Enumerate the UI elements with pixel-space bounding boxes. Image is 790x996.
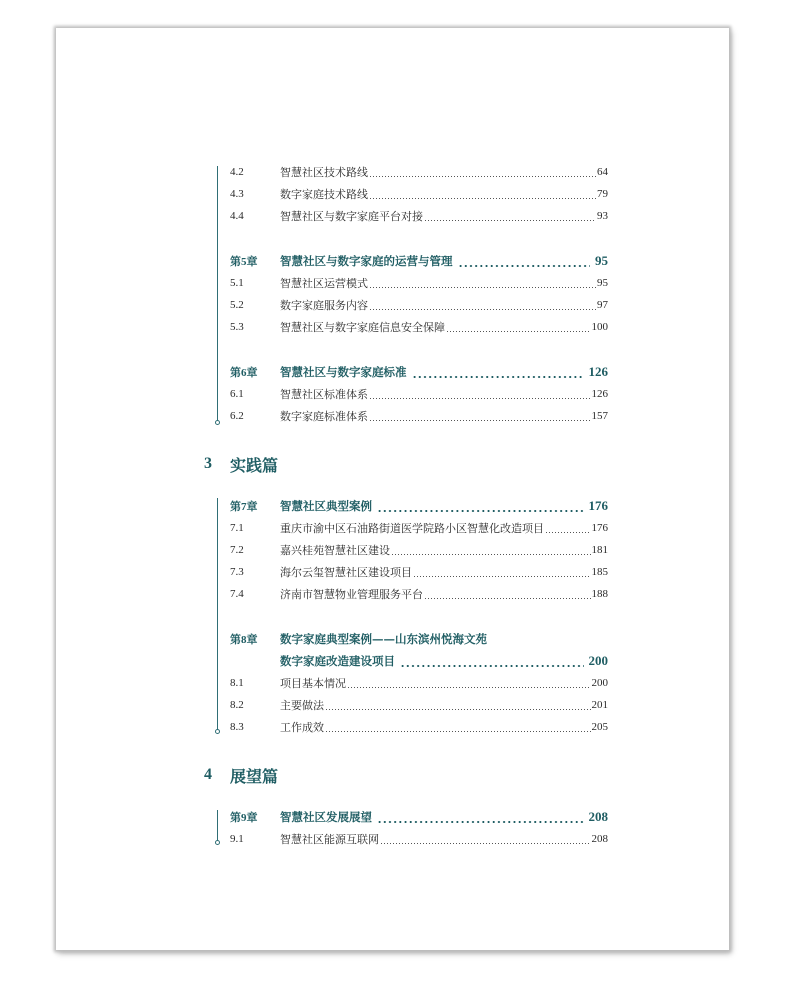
toc-vertical-rule (217, 498, 218, 730)
toc-entry-9-1[interactable] (230, 828, 608, 850)
entry-page: 181 (591, 544, 608, 556)
chapter-page: 208 (588, 809, 608, 824)
entry-page: 79 (597, 188, 608, 200)
entry-title: 智慧社区能源互联网 (280, 833, 379, 846)
entry-page: 205 (591, 721, 608, 733)
entry-title: 智慧社区运营模式 (280, 277, 368, 290)
entry-number: 4.3 (230, 188, 244, 200)
leader-dots (377, 821, 584, 823)
leader-dots (369, 398, 591, 399)
part-heading-3[interactable] (204, 452, 278, 476)
entry-number: 6.2 (230, 410, 244, 422)
toc-entry-7-1[interactable] (230, 517, 608, 539)
toc-entry-4-4[interactable] (230, 205, 608, 227)
entry-title: 数字家庭技术路线 (280, 188, 368, 201)
toc-chapter-9[interactable] (230, 806, 608, 828)
chapter-title-line2: 数字家庭改造建设项目 (280, 654, 395, 668)
entry-title: 工作成效 (280, 721, 324, 734)
leader-dots (325, 709, 591, 710)
entry-title: 海尔云玺智慧社区建设项目 (280, 566, 412, 579)
toc-entry-7-4[interactable] (230, 583, 608, 605)
entry-number: 5.2 (230, 299, 244, 311)
toc-chapter-8-line1[interactable] (230, 628, 608, 650)
leader-dots (458, 265, 591, 267)
entry-page: 185 (591, 566, 608, 578)
toc-chapter-6[interactable] (230, 361, 608, 383)
toc-entry-5-3[interactable] (230, 316, 608, 338)
entry-title: 智慧社区标准体系 (280, 388, 368, 401)
leader-dots (424, 220, 596, 221)
toc-chapter-5[interactable] (230, 250, 608, 272)
toc-entry-5-2[interactable] (230, 294, 608, 316)
chapter-title: 智慧社区发展展望 (280, 810, 372, 824)
chapter-number: 第8章 (230, 634, 258, 646)
entry-page: 201 (591, 699, 608, 711)
entry-title: 嘉兴桂苑智慧社区建设 (280, 544, 390, 557)
entry-number: 6.1 (230, 388, 244, 400)
entry-number: 7.2 (230, 544, 244, 556)
entry-number: 7.4 (230, 588, 244, 600)
leader-dots (391, 554, 591, 555)
entry-page: 100 (591, 321, 608, 333)
entry-title: 项目基本情况 (280, 677, 346, 690)
toc-entry-8-1[interactable] (230, 672, 608, 694)
entry-page: 208 (591, 833, 608, 845)
toc-entry-7-2[interactable] (230, 539, 608, 561)
toc-entry-6-1[interactable] (230, 383, 608, 405)
entry-number: 5.1 (230, 277, 244, 289)
leader-dots (424, 598, 591, 599)
rule-end-dot (215, 840, 220, 845)
chapter-number: 第6章 (230, 367, 258, 379)
chapter-page: 176 (588, 498, 608, 513)
toc-chapter-8-line2[interactable] (230, 650, 608, 672)
chapter-page: 126 (588, 364, 608, 379)
part-heading-4[interactable] (204, 763, 278, 787)
chapter-page: 200 (588, 653, 608, 668)
leader-dots (446, 331, 591, 332)
entry-title: 数字家庭服务内容 (280, 299, 368, 312)
entry-page: 64 (597, 166, 608, 178)
leader-dots (369, 176, 596, 177)
entry-title: 数字家庭标准体系 (280, 410, 368, 423)
entry-page: 157 (591, 410, 608, 422)
entry-page: 97 (597, 299, 608, 311)
entry-page: 176 (591, 522, 608, 534)
leader-dots (380, 843, 591, 844)
chapter-number: 第7章 (230, 501, 258, 513)
toc-entry-8-3[interactable] (230, 716, 608, 738)
toc-entry-8-2[interactable] (230, 694, 608, 716)
entry-title: 智慧社区与数字家庭信息安全保障 (280, 321, 445, 334)
toc-entry-7-3[interactable] (230, 561, 608, 583)
leader-dots (369, 309, 596, 310)
entry-number: 9.1 (230, 833, 244, 845)
chapter-number: 第9章 (230, 812, 258, 824)
entry-number: 4.2 (230, 166, 244, 178)
leader-dots (545, 532, 591, 533)
entry-number: 7.1 (230, 522, 244, 534)
leader-dots (413, 576, 591, 577)
toc-entry-4-2[interactable] (230, 161, 608, 183)
entry-number: 5.3 (230, 321, 244, 333)
toc-entry-4-3[interactable] (230, 183, 608, 205)
entry-number: 4.4 (230, 210, 244, 222)
leader-dots (369, 287, 596, 288)
chapter-title: 智慧社区典型案例 (280, 499, 372, 513)
entry-page: 200 (591, 677, 608, 689)
part-title: 展望篇 (230, 766, 279, 786)
entry-title: 智慧社区与数字家庭平台对接 (280, 210, 423, 223)
entry-page: 93 (597, 210, 608, 222)
chapter-page: 95 (595, 253, 608, 268)
entry-title: 重庆市渝中区石油路街道医学院路小区智慧化改造项目 (280, 522, 544, 535)
leader-dots (377, 510, 584, 512)
entry-number: 8.1 (230, 677, 244, 689)
chapter-title-line1: 数字家庭典型案例——山东滨州悦海文苑 (280, 632, 487, 646)
leader-dots (412, 376, 584, 378)
chapter-number: 第5章 (230, 256, 258, 268)
toc-chapter-7[interactable] (230, 495, 608, 517)
toc-entry-6-2[interactable] (230, 405, 608, 427)
entry-page: 188 (591, 588, 608, 600)
leader-dots (325, 731, 591, 732)
leader-dots (400, 665, 584, 667)
rule-end-dot (215, 729, 220, 734)
rule-end-dot (215, 420, 220, 425)
part-number: 4 (204, 766, 212, 783)
entry-number: 8.2 (230, 699, 244, 711)
entry-title: 济南市智慧物业管理服务平台 (280, 588, 423, 601)
book-page (56, 28, 729, 950)
entry-page: 126 (591, 388, 608, 400)
leader-dots (369, 420, 591, 421)
entry-title: 主要做法 (280, 699, 324, 712)
part-number: 3 (204, 455, 212, 472)
toc-entry-5-1[interactable] (230, 272, 608, 294)
entry-page: 95 (597, 277, 608, 289)
entry-number: 7.3 (230, 566, 244, 578)
entry-number: 8.3 (230, 721, 244, 733)
leader-dots (369, 198, 596, 199)
part-title: 实践篇 (230, 455, 279, 475)
toc-vertical-rule (217, 166, 218, 421)
toc-vertical-rule (217, 810, 218, 841)
leader-dots (347, 687, 591, 688)
chapter-title: 智慧社区与数字家庭标准 (280, 365, 407, 379)
chapter-title: 智慧社区与数字家庭的运营与管理 (280, 254, 453, 268)
entry-title: 智慧社区技术路线 (280, 166, 368, 179)
